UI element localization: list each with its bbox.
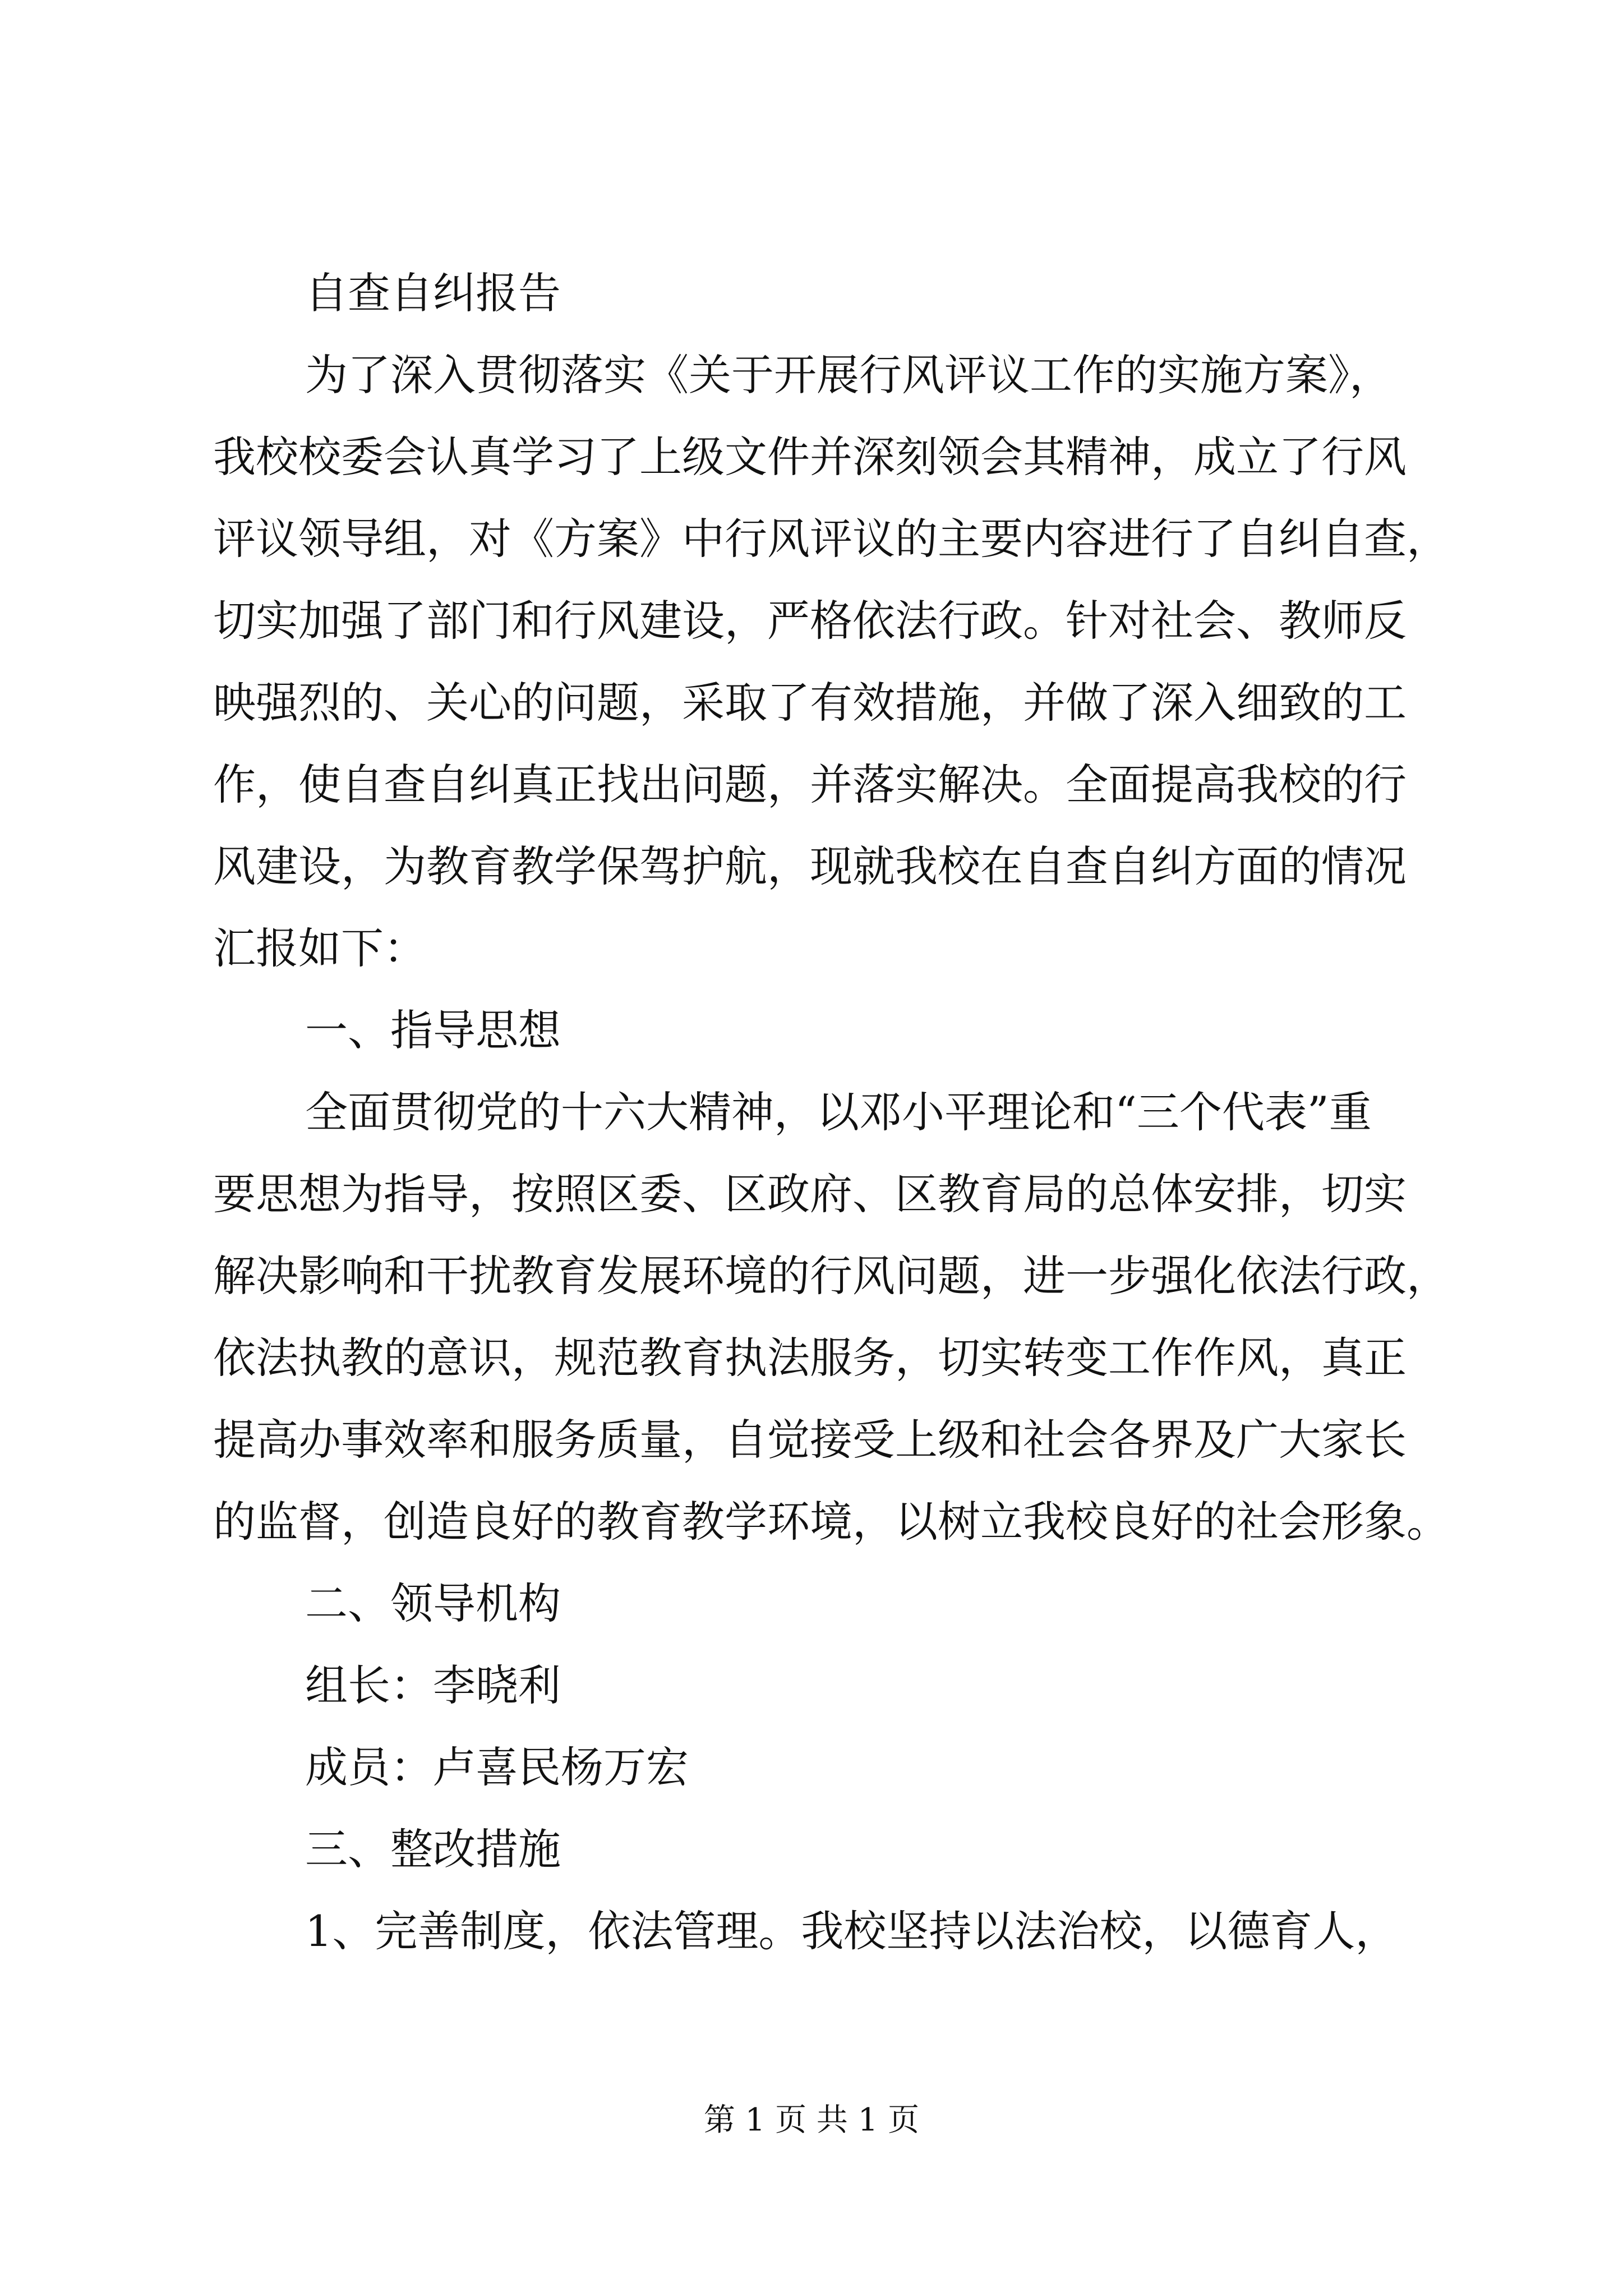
section-heading-guiding-thought: 一、指导思想 bbox=[305, 1005, 561, 1055]
intro-line: 映强烈的、关心的问题，采取了有效措施，并做了深入细致的工 bbox=[213, 678, 1407, 728]
document-title: 自查自纠报告 bbox=[305, 268, 561, 318]
guiding-thought-line: 要思想为指导，按照区委、区政府、区教育局的总体安排，切实 bbox=[213, 1169, 1407, 1219]
intro-line: 风建设，为教育教学保驾护航，现就我校在自查自纠方面的情况 bbox=[213, 841, 1407, 891]
leader-line: 组长：李晓利 bbox=[305, 1660, 561, 1710]
guiding-thought-line: 提高办事效率和服务质量，自觉接受上级和社会各界及广大家长 bbox=[213, 1415, 1407, 1465]
intro-line: 汇报如下： bbox=[213, 923, 426, 973]
guiding-thought-line: 的监督，创造良好的教育教学环境，以树立我校良好的社会形象。 bbox=[213, 1497, 1449, 1547]
intro-line: 作，使自查自纠真正找出问题，并落实解决。全面提高我校的行 bbox=[213, 760, 1407, 809]
intro-line: 切实加强了部门和行风建设，严格依法行政。针对社会、教师反 bbox=[213, 596, 1407, 646]
section-heading-measures: 三、整改措施 bbox=[305, 1824, 561, 1874]
guiding-thought-line: 解决影响和干扰教育发展环境的行风问题，进一步强化依法行政， bbox=[213, 1251, 1449, 1301]
members-line: 成员：卢喜民杨万宏 bbox=[305, 1742, 689, 1792]
section-heading-leadership: 二、领导机构 bbox=[305, 1579, 561, 1628]
page-footer: 第 1 页 共 1 页 bbox=[703, 2102, 920, 2138]
guiding-thought-line: 全面贯彻党的十六大精神，以邓小平理论和“三个代表”重 bbox=[305, 1087, 1372, 1137]
intro-line: 我校校委会认真学习了上级文件并深刻领会其精神，成立了行风 bbox=[213, 432, 1407, 482]
intro-line: 为了深入贯彻落实《关于开展行风评议工作的实施方案》， bbox=[305, 350, 1392, 400]
intro-line: 评议领导组，对《方案》中行风评议的主要内容进行了自纠自查， bbox=[213, 514, 1449, 564]
document-body bbox=[213, 252, 1449, 1972]
guiding-thought-line: 依法执教的意识，规范教育执法服务，切实转变工作作风，真正 bbox=[213, 1333, 1407, 1383]
measure-line: 1、完善制度，依法管理。我校坚持以法治校，以德育人， bbox=[305, 1906, 1398, 1956]
